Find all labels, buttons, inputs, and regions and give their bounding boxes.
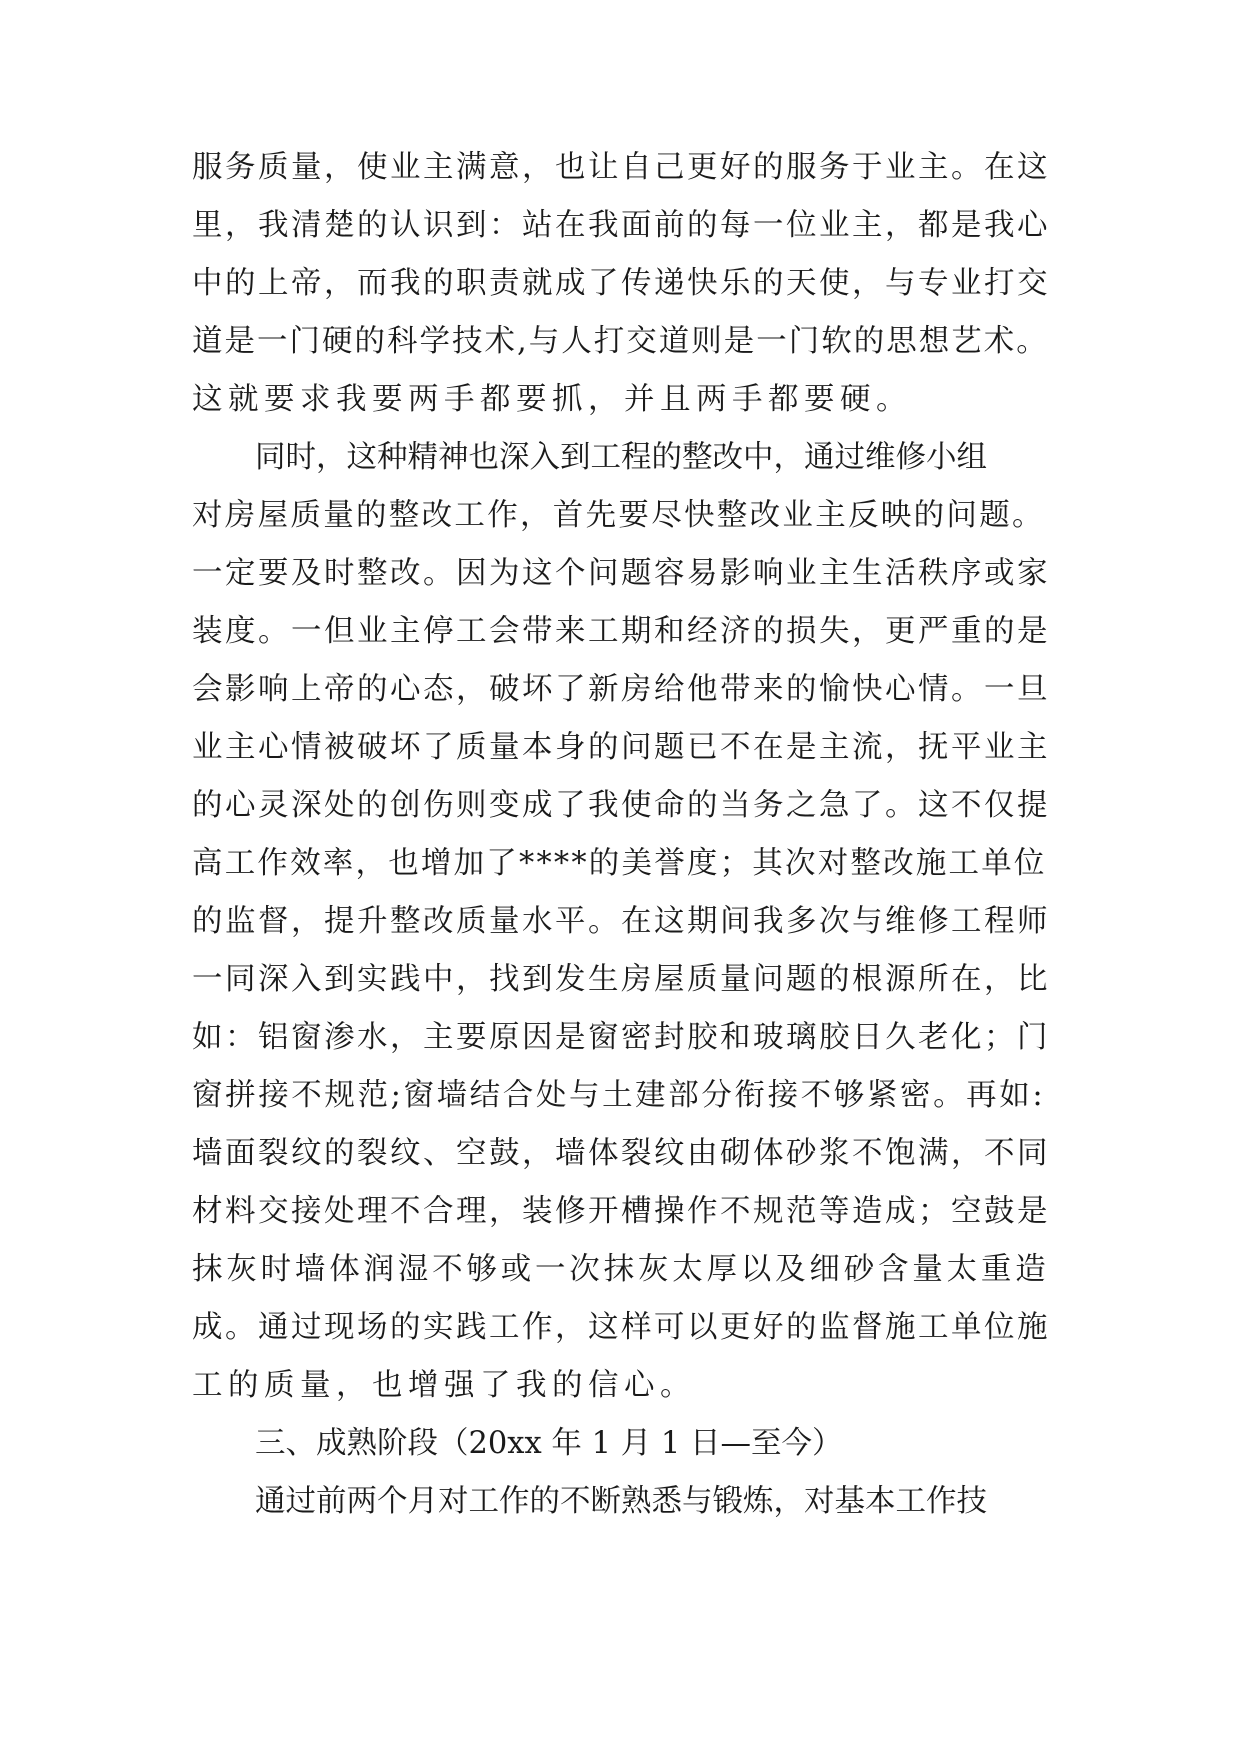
- body-text-line: 成。通过现场的实践工作，这样可以更好的监督施工单位施: [192, 1310, 1050, 1345]
- body-text-line: 会影响上帝的心态，破坏了新房给他带来的愉快心情。一旦: [192, 672, 1050, 707]
- body-text-line: 的心灵深处的创伤则变成了我使命的当务之急了。这不仅提: [192, 788, 1050, 823]
- paragraph-first-line: 同时，这种精神也深入到工程的整改中，通过维修小组: [255, 440, 987, 475]
- body-text-line: 中的上帝，而我的职责就成了传递快乐的天使，与专业打交: [192, 266, 1050, 301]
- body-text-line: 的监督，提升整改质量水平。在这期间我多次与维修工程师: [192, 904, 1050, 939]
- body-text-line: 对房屋质量的整改工作，首先要尽快整改业主反映的问题。: [192, 498, 1045, 533]
- paragraph-first-line: 通过前两个月对工作的不断熟悉与锻炼，对基本工作技: [255, 1484, 987, 1519]
- body-text-line: 如：铝窗渗水，主要原因是窗密封胶和玻璃胶日久老化；门: [192, 1020, 1050, 1055]
- body-text-line: 材料交接处理不合理，装修开槽操作不规范等造成；空鼓是: [192, 1194, 1050, 1229]
- body-text-line: 一定要及时整改。因为这个问题容易影响业主生活秩序或家: [192, 556, 1050, 591]
- body-text-line: 装度。一但业主停工会带来工期和经济的损失，更严重的是: [192, 614, 1050, 649]
- body-text-line: 道是一门硬的科学技术,与人打交道则是一门软的思想艺术。: [192, 324, 1049, 359]
- body-text-line: 一同深入到实践中，找到发生房屋质量问题的根源所在，比: [192, 962, 1050, 997]
- section-heading: 三、成熟阶段（20xx 年 1 月 1 日—至今）: [255, 1426, 843, 1461]
- body-text-line: 高工作效率，也增加了****的美誉度；其次对整改施工单位: [192, 846, 1047, 881]
- body-text-line: 服务质量，使业主满意，也让自己更好的服务于业主。在这: [192, 150, 1050, 185]
- body-text-line: 这就要求我要两手都要抓，并且两手都要硬。: [192, 382, 912, 417]
- body-text-line: 墙面裂纹的裂纹、空鼓，墙体裂纹由砌体砂浆不饱满，不同: [192, 1136, 1050, 1171]
- body-text-line: 工的质量，也增强了我的信心。: [192, 1368, 696, 1403]
- body-text-line: 窗拼接不规范;窗墙结合处与土建部分衔接不够紧密。再如:: [192, 1078, 1046, 1113]
- body-text-line: 业主心情被破坏了质量本身的问题已不在是主流，抚平业主: [192, 730, 1050, 765]
- body-text-line: 里，我清楚的认识到：站在我面前的每一位业主，都是我心: [192, 208, 1050, 243]
- body-text-line: 抹灰时墙体润湿不够或一次抹灰太厚以及细砂含量太重造: [192, 1252, 1050, 1287]
